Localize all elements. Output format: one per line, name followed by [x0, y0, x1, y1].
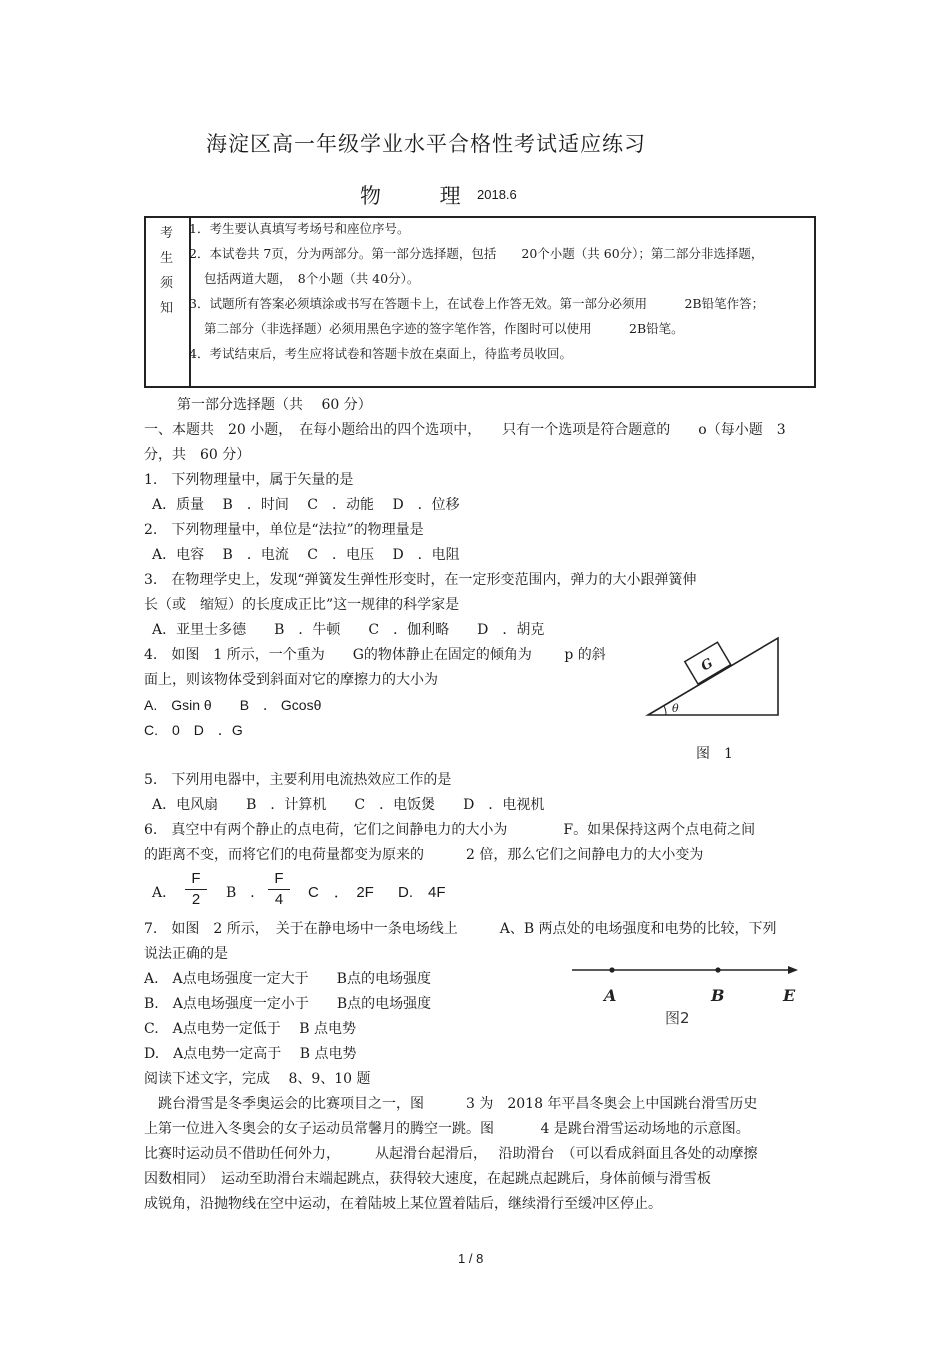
question-option: A. A点电场强度一定大于 B点的电场强度: [144, 971, 431, 987]
point-b-dot: [715, 967, 720, 972]
question-options: A．质量 B ．时间 C ．动能 D ．位移: [152, 497, 460, 513]
question-options: A．亚里士多德 B ．牛顿 C ．伽利略 D ．胡克: [152, 622, 545, 638]
notice-line: 2．本试卷共 7页，分为两部分。第一部分选择题，包括 20个小题（共 60分）；第二部分非选择题，: [189, 246, 764, 261]
option-a-label: A．: [152, 885, 177, 901]
reading-paragraph-line: 因数相同） 运动至助滑台末端起跳点，获得较大速度，在起跳点起跳后，身体前倾与滑雪板: [144, 1171, 711, 1187]
question-option: D. A点电势一定高于 B 点电势: [144, 1046, 357, 1062]
fraction-denominator: 4: [274, 891, 284, 908]
subject-title: 物 理: [360, 184, 487, 208]
fraction-numerator: F: [274, 870, 284, 887]
question-options: A．电容 B ．电流 C ．电压 D ．电阻: [152, 547, 460, 563]
question-options: C. 0 D ．G: [144, 722, 243, 738]
notice-line: 1．考生要认真填写考场号和座位序号。: [189, 221, 410, 236]
question-stem: 长（或 缩短）的长度成正比”这一规律的科学家是: [144, 597, 460, 613]
question-stem: 4. 如图 1 所示，一个重为 G的物体静止在固定的倾角为 p 的斜: [144, 647, 606, 663]
reading-paragraph-line: 跳台滑雪是冬季奥运会的比赛项目之一，图 3 为 2018 年平昌冬奥会上中国跳台滑雪历史: [144, 1096, 758, 1112]
reading-paragraph-line: 成锐角，沿抛物线在空中运动，在着陆坡上某位置着陆后，继续滑行至缓冲区停止。: [144, 1196, 662, 1212]
question-option: C. A点电势一定低于 B 点电势: [144, 1021, 356, 1037]
block-label: G: [698, 655, 716, 675]
field-e-label: E: [783, 986, 796, 1005]
fraction-f-over-4: [268, 870, 290, 909]
reading-lead: 阅读下述文字，完成 8、9、10 题: [144, 1071, 371, 1087]
fraction-numerator: F: [191, 870, 201, 887]
notice-line: 第二部分（非选择题）必须用黑色字迹的签字笔作答，作图时可以使用 2B铅笔。: [204, 321, 684, 336]
figure-1-caption: 图 1: [696, 746, 733, 762]
question-option: B. A点电场强度一定小于 B点的电场强度: [144, 996, 432, 1012]
section-heading: 第一部分选择题（共 60 分）: [177, 397, 372, 413]
point-a-label: A: [604, 986, 617, 1005]
reading-paragraph-line: 比赛时运动员不借助任何外力， 从起滑台起滑后， 沿助滑台 （可以看成斜面且各处的动摩擦: [144, 1146, 758, 1162]
point-b-label: B: [711, 986, 725, 1005]
question-stem: 面上，则该物体受到斜面对它的摩擦力的大小为: [144, 672, 438, 688]
exam-date: 2018.6: [477, 187, 517, 202]
notice-side-column: [146, 218, 191, 386]
figure-1-incline: [640, 630, 790, 722]
notice-line: 3．试题所有答案必须填涂或书写在答题卡上，在试卷上作答无效。第一部分必须用 2B铅笔作答；: [189, 296, 765, 311]
page-number: 1 / 8: [458, 1251, 484, 1266]
point-a-dot: [609, 967, 614, 972]
question-stem: 3. 在物理学史上，发现“弹簧发生弹性形变时，在一定形变范围内，弹力的大小跟弹簧伸: [144, 572, 697, 588]
incline-block: [685, 642, 731, 684]
option-d: D. 4F: [398, 884, 446, 901]
question-options: A. Gsin θ B ． Gcosθ: [144, 697, 322, 713]
option-c: C ． 2F: [308, 884, 374, 901]
angle-label: θ: [672, 702, 679, 715]
angle-arc: [664, 706, 666, 715]
notice-side-char: 须: [160, 276, 174, 291]
field-arrowhead: [788, 966, 798, 974]
notice-side-char: 知: [160, 301, 174, 316]
question-stem: 7. 如图 2 所示， 关于在静电场中一条电场线上 A、B 两点处的电场强度和电势的比较，下列: [144, 921, 777, 937]
section-intro: 分，共 60 分）: [144, 447, 251, 463]
exam-title: 海淀区高一年级学业水平合格性考试适应练习: [206, 132, 646, 156]
notice-side-char: 生: [160, 251, 174, 266]
notice-line: 4．考试结束后，考生应将试卷和答题卡放在桌面上，待监考员收回。: [189, 346, 572, 361]
question-stem: 的距离不变，而将它们的电荷量都变为原来的 2 倍，那么它们之间静电力的大小变为: [144, 847, 704, 863]
question-stem: 说法正确的是: [144, 946, 228, 962]
fraction-bar: [185, 889, 207, 890]
fraction-denominator: 2: [191, 891, 201, 908]
notice-box: [144, 216, 816, 388]
question-options: A．电风扇 B ．计算机 C ．电饭煲 D ．电视机: [152, 797, 545, 813]
figure-2-field-line: [568, 958, 804, 1030]
question-stem: 6. 真空中有两个静止的点电荷，它们之间静电力的大小为 F。如果保持这两个点电荷之间: [144, 822, 756, 838]
notice-side-char: 考: [160, 226, 174, 241]
figure-2-caption: 图2: [665, 1009, 690, 1027]
section-intro: 一、本题共 20 小题， 在每小题给出的四个选项中， 只有一个选项是符合题意的 o（每小题 3: [144, 422, 786, 438]
fraction-f-over-2: [185, 870, 207, 909]
question-stem: 1. 下列物理量中，属于矢量的是: [144, 472, 354, 488]
fraction-bar: [268, 889, 290, 890]
question-stem: 5. 下列用电器中，主要利用电流热效应工作的是: [144, 772, 452, 788]
option-b-label: B ．: [226, 885, 265, 901]
reading-paragraph-line: 上第一位进入冬奥会的女子运动员常馨月的腾空一跳。图 4 是跳台滑雪运动场地的示意图。: [144, 1121, 750, 1137]
question-stem: 2. 下列物理量中，单位是“法拉”的物理量是: [144, 522, 424, 538]
notice-line: 包括两道大题， 8个小题（共 40分）。: [204, 271, 420, 286]
